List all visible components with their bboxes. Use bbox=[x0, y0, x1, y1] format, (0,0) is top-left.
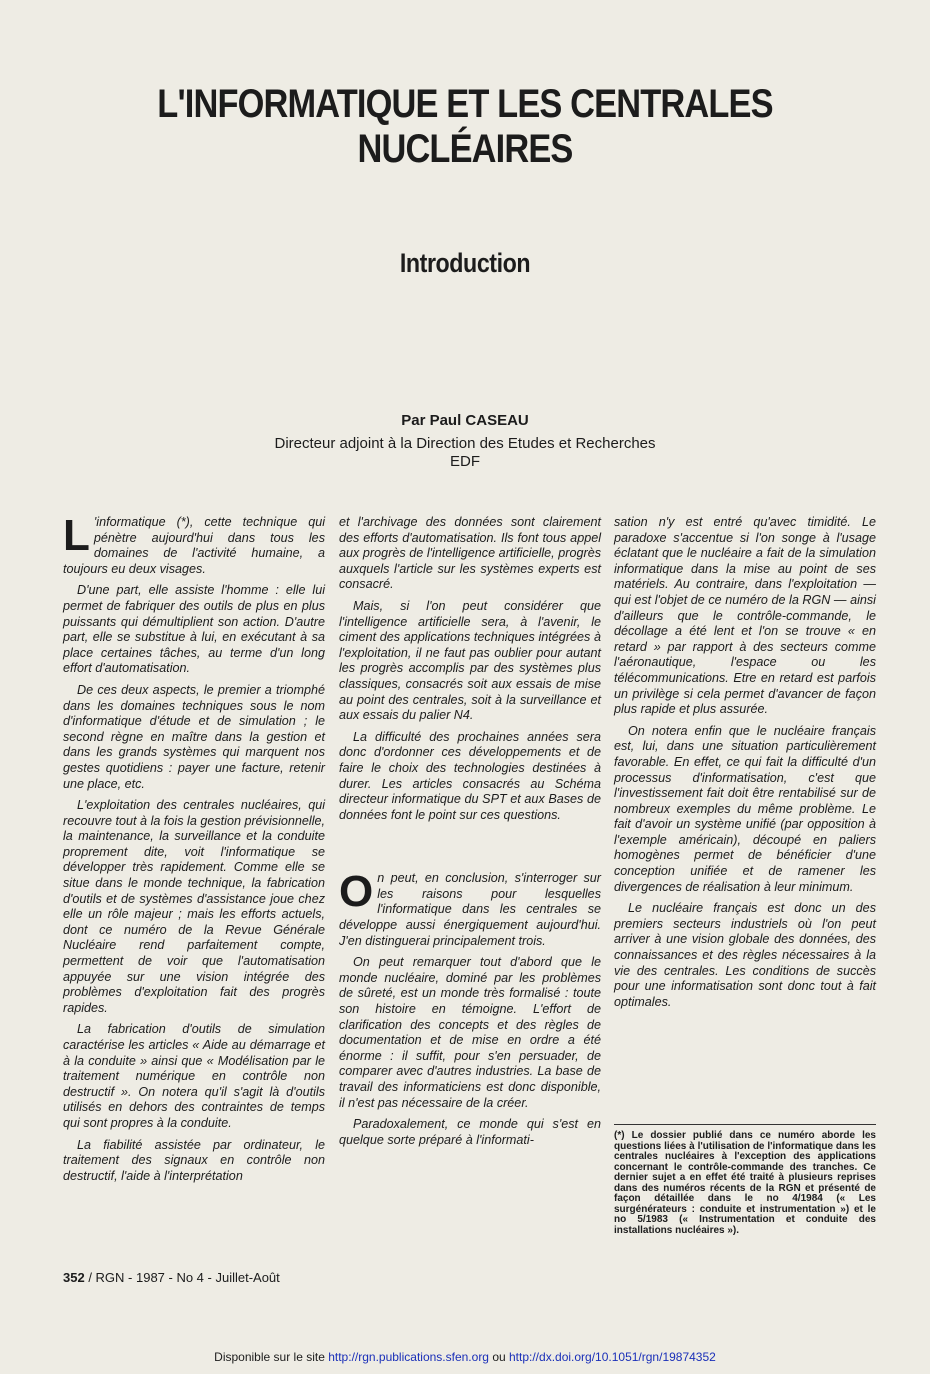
availability-notice: Disponible sur le site http://rgn.publications.sfen.org ou http://dx.doi.org/10.1051/rgn/19874352 bbox=[214, 1350, 716, 1364]
author-name: Par Paul CASEAU bbox=[401, 412, 529, 429]
paragraph: Le nucléaire français est donc un des premiers secteurs industriels où l'on peut arriver à une vision globale des données, des connaissances et des règles nécessaires à la vie des centrales. Les conditions de succès pour une informatisation sont donc tout à fait optimales. bbox=[614, 901, 876, 1009]
paragraph: De ces deux aspects, le premier a triomphé dans les domaines techniques sous le nom d'informatique d'étude et de simulation ; le second règne en maître dans la gestion et dans les grands systèmes qui marquent nos gestes quotidiens : payer une facture, retenir une place, etc. bbox=[63, 682, 325, 791]
text-column-1 bbox=[63, 511, 325, 1190]
drop-cap: L bbox=[63, 511, 90, 560]
paragraph: La difficulté des prochaines années sera donc d'ordonner ces développements et de faire le choix des technologies destinées à durer. Les articles consacrés au Schéma directeur informatique du SPT et aux Bases de données font le point sur ces questions. bbox=[339, 729, 601, 822]
paragraph: Mais, si l'on peut considérer que l'intelligence artificielle sera, à l'avenir, le ciment des applications techniques intégrées à l'exploitation, il ne faut pas oublier pour autant les progrès accomplis par des systèmes plus classiques, consacrés soit aux essais de mise au point des centrales, soit à la surveillance et aux essais du palier N4. bbox=[339, 598, 601, 723]
paragraph: La fabrication d'outils de simulation caractérise les articles « Aide au démarrage et à la conduite » ainsi que « Modélisation par le traitement numérique en contrôle non destructif ». On notera qu'il s'agit là d'outils utilisés en dehors des contraintes de temps qui sont propres à la conduite. bbox=[63, 1022, 325, 1130]
paragraph: Paradoxalement, ce monde qui s'est en quelque sorte préparé à l'informati- bbox=[339, 1117, 601, 1147]
paragraph: On peut, en conclusion, s'interroger sur les raisons pour lesquelles l'informatique dans les centrales se développe aussi énergiquement aujourd'hui. J'en distinguerai principalement trois. bbox=[339, 867, 601, 948]
paragraph: sation n'y est entré qu'avec timidité. Le paradoxe s'accentue si l'on songe à l'usage éclatant que le nucléaire a fait de la simulation informatique dans la mise au point de ses matériels. Au contraire, dans l'exploitation — qui est l'objet de ce numéro de la RGN — ainsi d'ailleurs que le contrôle-commande, le décollage a été lent et l'on se trouve « en retard » par rapport à des secteurs comme l'aéronautique, l'espace ou les télécommunications. Etre en retard est parfois un privilège si cela permet d'avancer de façon plus rapide et plus assurée. bbox=[614, 515, 876, 717]
paragraph: D'une part, elle assiste l'homme : elle lui permet de fabriquer des outils de plus en plus puissants qui démultiplient son action. D'autre part, elle se substitue à lui, en exécutant à sa place certaines tâches, au terme d'un long effort d'automatisation. bbox=[63, 583, 325, 676]
paragraph: La fiabilité assistée par ordinateur, le traitement des signaux en contrôle non destructif, l'aide à l'interprétation bbox=[63, 1137, 325, 1183]
footnote-divider bbox=[614, 1124, 876, 1125]
page-number: 352 bbox=[63, 1270, 85, 1285]
doi-link[interactable]: http://dx.doi.org/10.1051/rgn/19874352 bbox=[509, 1350, 716, 1364]
text-column-3 bbox=[614, 515, 876, 1016]
author-affiliation: Directeur adjoint à la Direction des Etudes et Recherches bbox=[274, 435, 656, 452]
paragraph: et l'archivage des données sont clairement des efforts d'automatisation. Ils font tous appel aux progrès de l'intelligence artificielle, progrès auxquels l'article sur les systèmes experts est consacré. bbox=[339, 515, 601, 592]
section-gap bbox=[339, 829, 601, 871]
article-subtitle: Introduction bbox=[399, 248, 531, 278]
article-title: L'INFORMATIQUE ET LES CENTRALES NUCLÉAIRES bbox=[157, 82, 773, 171]
paragraph: On peut remarquer tout d'abord que le monde nucléaire, dominé par les problèmes de sûreté, est un monde très formalisé : toute son histoire en témoigne. L'effort de clarification des concepts et des règles de documentation et de mise en ordre a été énorme : il suffit, pour s'en persuader, de comparer avec d'autres industries. La base de travail des informaticiens est donc disponible, il n'est pas nécessaire de la créer. bbox=[339, 955, 601, 1110]
journal-citation: / RGN - 1987 - No 4 - Juillet-Août bbox=[84, 1270, 280, 1285]
author-organization: EDF bbox=[450, 453, 480, 470]
text-column-2 bbox=[339, 515, 601, 1154]
paragraph: L 'informatique (*), cette technique qui pénètre aujourd'hui dans tous les domaines de l'activité humaine, a toujours eu deux visages. bbox=[63, 511, 325, 576]
paragraph: L'exploitation des centrales nucléaires, qui recouvre tout à la fois la gestion prévisionnelle, la maintenance, la surveillance et la conduite proprement dite, voit l'informatique se développer très rapidement. Comme elle se situe dans le monde technique, la fabrication d'outils et de systèmes d'assistance joue chez elle un rôle majeur ; mais les efforts actuels, dont ce numéro de la Revue Générale Nucléaire rend parfaitement compte, permettent de voir que l'automatisation appuyée sur une vision intégrée des problèmes d'exploitation fait des progrès rapides. bbox=[63, 798, 325, 1015]
drop-cap: O bbox=[339, 867, 374, 917]
footnote: (*) Le dossier publié dans ce numéro aborde les questions liées à l'utilisation de l'informatique dans les centrales nucléaires à l'exception des applications concernant le contrôle-commande des tranches. Ce dernier sujet a en effet été traité à plusieurs reprises dans des numéros récents de la RGN et présenté de façon détaillée dans le no 4/1984 (« Les surgénérateurs : conduite et instrumentation ») et le no 5/1983 (« Instrumentation et conduite des installations nucléaires »). bbox=[614, 1130, 876, 1236]
paragraph: On notera enfin que le nucléaire français est, lui, dans une situation particulièrement favorable. En effet, ce qui fait la difficulté d'un processus d'informatisation, c'est que l'investissement fait doit être rentabilisé sur de nombreux exemples du même problème. Le fait d'avoir un système unifié (par opposition à l'exemple américain), découpé en paliers homogènes permet de bénéficier d'une conception unifiée et de ramener les divergences de réalisation à leur minimum. bbox=[614, 723, 876, 894]
rgn-site-link[interactable]: http://rgn.publications.sfen.org bbox=[328, 1350, 489, 1364]
page-footer bbox=[63, 1270, 280, 1285]
